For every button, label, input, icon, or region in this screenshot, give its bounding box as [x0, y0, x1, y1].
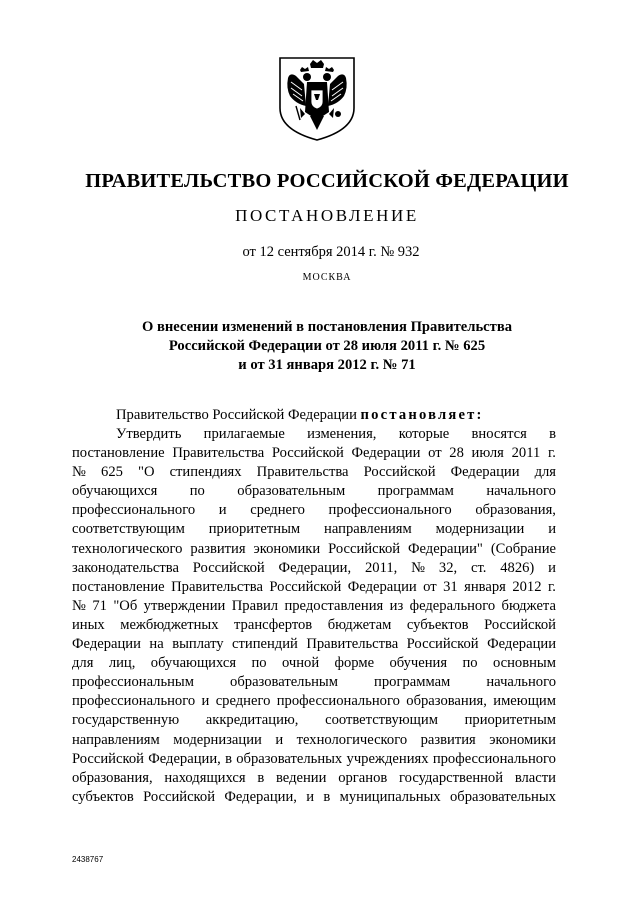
subject-line: Российской Федерации от 28 июля 2011 г. № 625 — [168, 338, 486, 354]
body-line — [72, 559, 556, 578]
body-word: постановление — [72, 445, 165, 462]
body-word: г. — [547, 578, 556, 595]
body-word: Российской — [271, 445, 344, 462]
body-word: (Собрание — [490, 540, 556, 557]
body-word: обучающихся — [150, 655, 237, 672]
body-word: соответствующим — [325, 712, 438, 729]
body-word: января — [464, 578, 506, 595]
body-word: экономики — [489, 731, 556, 748]
body-line — [72, 769, 556, 788]
body-word: бюджета — [501, 597, 556, 614]
body-word: которые — [398, 426, 450, 442]
body-word: 28 — [449, 445, 464, 462]
body-word: обучения — [389, 655, 448, 672]
body-word: Российской — [363, 464, 436, 481]
body-word: органов — [338, 769, 388, 786]
body-word: Федерации, — [148, 750, 221, 767]
body-word: власти — [514, 769, 556, 786]
body-word: аккредитацию, — [205, 712, 299, 729]
body-word: 31 — [443, 578, 458, 595]
body-word: г. — [547, 445, 556, 462]
body-line — [72, 425, 556, 444]
body-word: и — [548, 521, 556, 538]
body-word: Федерации — [351, 445, 421, 462]
body-line — [72, 788, 556, 807]
body-word: для — [534, 464, 556, 481]
body-line — [72, 616, 556, 635]
body-word: профессионального — [432, 750, 556, 767]
body-word: Федерации" — [407, 540, 483, 557]
body-word: имеющим — [493, 693, 556, 710]
body-word: лиц, — [108, 655, 136, 672]
body-word: среднего — [250, 502, 305, 519]
body-word: иных — [72, 616, 105, 633]
body-line — [72, 673, 556, 692]
body-word: направлениям — [324, 521, 412, 538]
body-word: 2011 — [511, 445, 541, 462]
body-word: соответствующим — [72, 521, 185, 538]
body-line — [72, 711, 556, 730]
body-word: Федерации, — [278, 559, 352, 576]
body-word: в — [549, 426, 556, 442]
body-word: и — [201, 693, 210, 710]
body-word: на — [149, 636, 164, 653]
body-word: Федерации — [450, 464, 520, 481]
body-word: прилагаемые — [203, 426, 285, 442]
body-word: 625 — [101, 464, 123, 481]
body-word: в — [257, 769, 265, 786]
body-word: предоставления — [284, 597, 384, 614]
body-word: и — [306, 788, 315, 805]
body-word: очной — [281, 655, 320, 672]
document-date: от 12 сентября 2014 г. № 932 — [242, 244, 420, 260]
body-word: Правил — [231, 597, 279, 614]
body-word: Правительства — [306, 636, 399, 653]
body-word: по — [462, 655, 478, 672]
body-line — [72, 501, 556, 520]
body-word: технологического — [296, 731, 408, 748]
body-word: трансфертов — [233, 616, 313, 633]
body-word: от — [423, 578, 437, 595]
body-line — [72, 597, 556, 616]
body-word: Российской — [484, 616, 556, 633]
body-word: и — [548, 559, 556, 576]
body-word: модернизации — [173, 731, 262, 748]
body-word: и — [218, 502, 227, 519]
body-line — [72, 692, 556, 711]
body-word: среднего — [215, 693, 271, 710]
body-word: изменения, — [307, 426, 377, 442]
body-word: вносятся — [471, 426, 527, 442]
body-word: направлениям — [72, 731, 160, 748]
body-word: образовательных — [449, 788, 556, 805]
body-word: для — [72, 655, 94, 672]
body-word: образования, — [406, 693, 487, 710]
body-line — [72, 578, 556, 597]
body-word: государственную — [72, 712, 180, 729]
body-word: образования, — [72, 769, 153, 786]
body-word: экономики — [253, 540, 321, 557]
body-word: Федерации — [487, 636, 556, 653]
body-word: № — [72, 597, 86, 614]
body-word: стипендий — [232, 636, 298, 653]
body-word: модернизации — [435, 521, 525, 538]
body-word: Правительства — [171, 578, 263, 595]
body-word: в — [323, 788, 331, 805]
body-word: начального — [486, 483, 556, 500]
body-word: 71 — [92, 597, 107, 614]
body-word: выплату — [172, 636, 224, 653]
body-word: находящихся — [164, 769, 246, 786]
body-word: и — [275, 731, 284, 748]
body-line — [72, 540, 556, 559]
body-word: Российской — [192, 559, 265, 576]
body-word: "О — [137, 464, 155, 481]
body-line — [72, 482, 556, 501]
body-word: Российской — [406, 636, 479, 653]
body-word: начального — [486, 674, 556, 691]
body-word: Российской — [72, 750, 144, 767]
body-word: развития — [190, 540, 246, 557]
body-word: "Об — [113, 597, 138, 614]
body-word: профессионального — [328, 502, 452, 519]
body-line — [72, 444, 556, 463]
body-word: 4826) — [500, 559, 535, 576]
body-word: 32, — [438, 559, 458, 576]
body-word: Федерации, — [224, 788, 297, 805]
body-word: бюджетам — [327, 616, 392, 633]
body-word: от — [428, 445, 442, 462]
government-title: ПРАВИТЕЛЬСТВО РОССИЙСКОЙ ФЕДЕРАЦИИ — [85, 170, 569, 192]
body-word: Правительства — [172, 445, 265, 462]
body-word: Российской — [328, 540, 401, 557]
body-word: технологического — [72, 540, 183, 557]
body-line — [72, 654, 556, 673]
body-word: профессионального — [276, 693, 400, 710]
body-word: июля — [471, 445, 504, 462]
intro-verb: постановляет: — [360, 407, 484, 423]
body-line — [72, 731, 556, 750]
body-line — [72, 750, 556, 769]
body-word: постановление — [72, 578, 165, 595]
body-word: утверждении — [143, 597, 226, 614]
coat-of-arms-icon — [274, 50, 360, 142]
body-word: законодательства — [72, 559, 179, 576]
body-word: образования, — [475, 502, 556, 519]
body-word: государственной — [399, 769, 504, 786]
body-word: форме — [334, 655, 375, 672]
subject-line: и от 31 января 2012 г. № 71 — [238, 357, 416, 373]
body-word: программам — [377, 483, 454, 500]
body-word: профессиональным — [72, 674, 194, 691]
body-word: ведении — [276, 769, 327, 786]
body-word: Федерации — [347, 578, 417, 595]
body-word: развития — [420, 731, 476, 748]
body-word: профессионального — [72, 502, 196, 519]
body-word: Федерации — [72, 636, 141, 653]
body-word: субъектов — [72, 788, 134, 805]
body-word: субъектов — [406, 616, 469, 633]
body-word: образовательным — [230, 674, 338, 691]
body-paragraph — [72, 425, 556, 807]
document-id: 2438767 — [72, 855, 104, 864]
body-word: по — [251, 655, 267, 672]
body-word: № — [411, 559, 426, 576]
body-line — [72, 520, 556, 539]
body-word: муниципальных — [339, 788, 441, 805]
document-subject — [60, 318, 594, 375]
body-word: Российской — [143, 788, 215, 805]
body-word: Правительства — [256, 464, 349, 481]
body-word: межбюджетных — [120, 616, 219, 633]
document-type: ПОСТАНОВЛЕНИЕ — [235, 206, 419, 225]
body-word: основным — [492, 655, 556, 672]
body-word: по — [189, 483, 205, 500]
body-word: приоритетным — [464, 712, 556, 729]
body-word: учреждениях — [346, 750, 429, 767]
subject-line: О внесении изменений в постановления Правительства — [141, 319, 513, 335]
intro-paragraph — [116, 407, 484, 424]
body-word: профессионального — [72, 693, 196, 710]
body-word: программам — [374, 674, 451, 691]
body-word: Утвердить — [116, 426, 182, 442]
body-word: 2012 — [512, 578, 542, 595]
body-word: приоритетным — [208, 521, 301, 538]
body-word: федерального — [409, 597, 496, 614]
body-word: обучающихся — [72, 483, 158, 500]
body-word: образовательным — [237, 483, 346, 500]
body-word: стипендиях — [169, 464, 242, 481]
body-word: 2011, — [364, 559, 398, 576]
intro-text: Правительство Российской Федерации — [116, 407, 357, 423]
city-label: МОСКВА — [302, 272, 352, 283]
body-word: Российской — [269, 578, 342, 595]
body-word: образовательных — [236, 750, 343, 767]
body-word: ст. — [470, 559, 487, 576]
body-word: № — [72, 464, 86, 481]
body-word: из — [389, 597, 404, 614]
body-line — [72, 463, 556, 482]
body-word: в — [225, 750, 232, 767]
body-line — [72, 635, 556, 654]
